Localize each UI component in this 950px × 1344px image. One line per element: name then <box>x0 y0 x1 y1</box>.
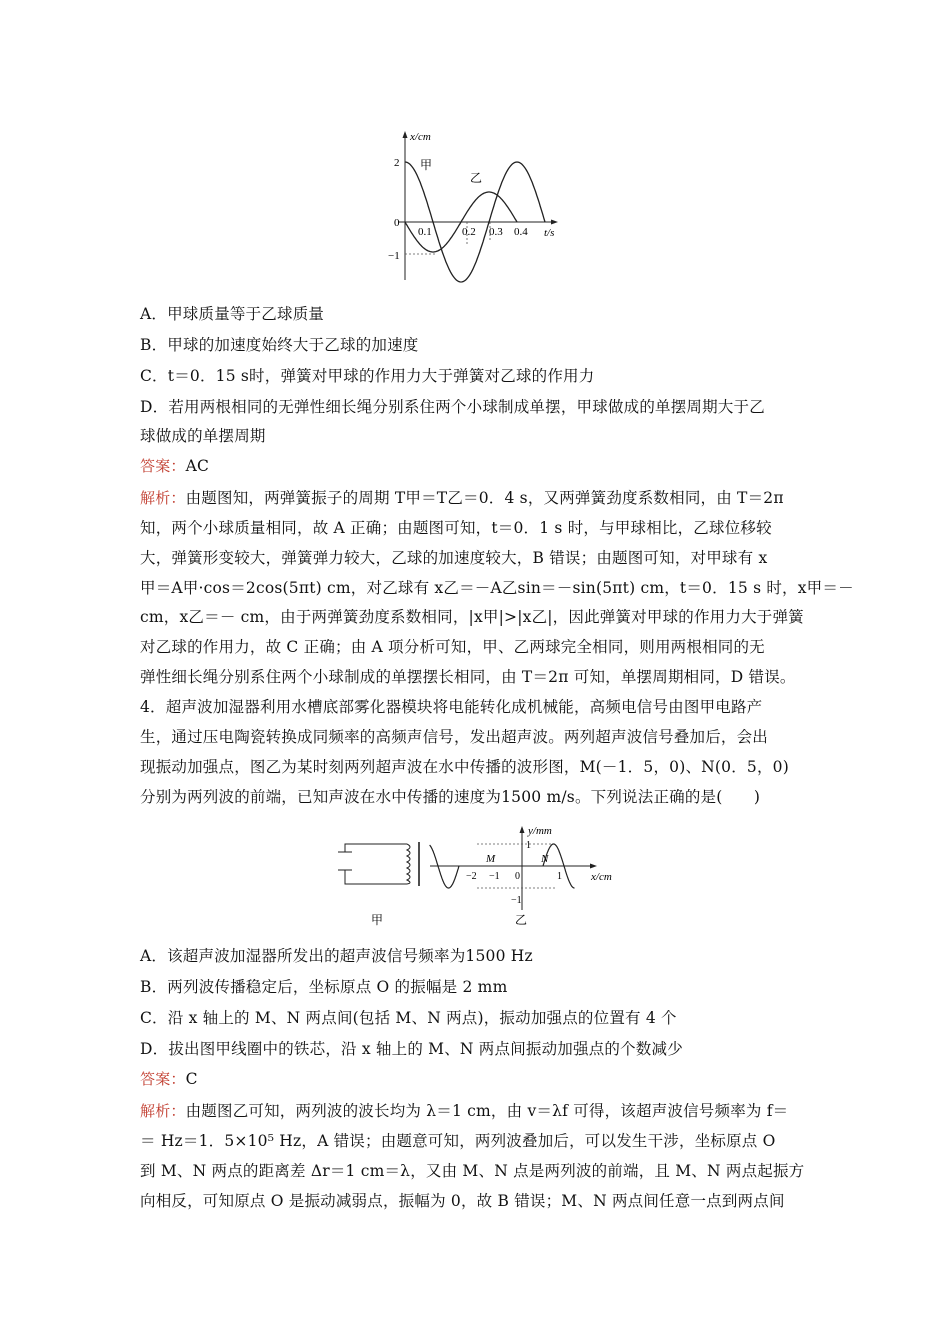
q3-answer <box>140 456 812 476</box>
y-tick-2: 2 <box>394 157 400 169</box>
q3-option-a: A．甲球质量等于乙球质量 <box>140 305 325 323</box>
q4-analysis-line-4: 向相反，可知原点 O 是振动减弱点，振幅为 0，故 B 错误；M、N 两点间任意一点到两点间 <box>140 1192 785 1210</box>
x-axis-arrow <box>551 220 558 225</box>
wave-x-axis-arrow <box>590 864 597 869</box>
q4-option-b: B．两列波传播稳定后，坐标原点 O 的振幅是 2 mm <box>140 978 508 996</box>
ultrasonic-figure <box>325 818 625 930</box>
q3-analysis-line-4: 甲＝A甲·cos＝2cos(5πt) cm，对乙球有 x乙＝－A乙sin＝－sin(5πt) cm，t＝0．15 s 时，x甲＝－ <box>140 579 854 597</box>
q4-analysis-line-1: 解析：由题图乙可知，两列波的波长均为 λ＝1 cm，由 v＝λf 可得，该超声波信号频率为 f＝ <box>140 1102 789 1120</box>
wave-y-axis-arrow <box>520 826 525 833</box>
y-tick-0: 0 <box>394 217 400 229</box>
answer-label: 答案： <box>140 457 186 475</box>
q3-option-c: C．t＝0．15 s时，弹簧对甲球的作用力大于弹簧对乙球的作用力 <box>140 367 595 385</box>
wave-x-axis-label: x/cm <box>591 871 612 883</box>
q4-answer <box>140 1069 812 1089</box>
y-axis-arrow <box>403 131 408 138</box>
q4-stem-line-1: 4．超声波加湿器利用水槽底部雾化器模块将电能转化成机械能，高频电信号由图甲电路产 <box>140 698 763 716</box>
x-tick-0-2: 0.2 <box>462 226 476 238</box>
q3-option-d-cont: 球做成的单摆周期 <box>140 427 266 445</box>
analysis-label: 解析： <box>140 489 186 507</box>
q3-analysis-line-7: 弹性细长绳分别系住两个小球制成的单摆摆长相同，由 T＝2π 可知，单摆周期相同，D 错误。 <box>140 668 796 686</box>
q3-option-d: D．若用两根相同的无弹性细长绳分别系住两个小球制成单摆，甲球做成的单摆周期大于乙 <box>140 398 765 416</box>
q3-analysis-line-6: 对乙球的作用力，故 C 正确；由 A 项分析可知，甲、乙两球完全相同，则用两根相同的无 <box>140 638 765 656</box>
x-tick-0-4: 0.4 <box>514 226 528 238</box>
answer-label: 答案： <box>140 1070 186 1088</box>
label-jia: 甲 <box>371 913 384 927</box>
analysis-label: 解析： <box>140 1102 186 1120</box>
q4-stem-line-3: 现振动加强点，图乙为某时刻两列超声波在水中传播的波形图，M(－1．5，0)、N(0．5，0) <box>140 758 789 776</box>
q3-analysis-line-2: 知，两个小球质量相同，故 A 正确；由题图可知，t＝0．1 s 时，与甲球相比，乙球位移较 <box>140 519 772 537</box>
coil-icon <box>407 844 410 884</box>
q4-analysis-line-2: ＝ Hz＝1．5×10⁵ Hz，A 错误；由题意可知，两列波叠加后，可以发生干涉，坐标原点 O <box>140 1132 776 1150</box>
q4-option-c: C．沿 x 轴上的 M、N 两点间(包括 M、N 两点)，振动加强点的位置有 4 个 <box>140 1009 677 1027</box>
q3-option-b: B．甲球的加速度始终大于乙球的加速度 <box>140 336 419 354</box>
x-axis-label: t/s <box>544 227 555 239</box>
answer-value: C <box>185 1070 198 1088</box>
wave-x-tick-0: 0 <box>515 871 520 882</box>
y-axis-label: x/cm <box>410 131 431 143</box>
q4-stem-line-2: 生，通过压电陶瓷转换成同频率的高频声信号，发出超声波。两列超声波信号叠加后，会出 <box>140 728 769 746</box>
q4-option-a: A．该超声波加湿器所发出的超声波信号频率为1500 Hz <box>140 947 533 965</box>
q4-option-d: D．拔出图甲线圈中的铁芯，沿 x 轴上的 M、N 两点间振动加强点的个数减少 <box>140 1040 683 1058</box>
curve-label-yi: 乙 <box>470 171 483 185</box>
wave-m <box>430 845 459 888</box>
answer-value: AC <box>185 457 210 475</box>
x-tick-0-3: 0.3 <box>489 226 503 238</box>
point-n-label: N <box>541 853 549 865</box>
wave-x-tick-neg1: −1 <box>489 871 500 882</box>
q3-analysis-line-5: cm，x乙＝－ cm，由于两弹簧劲度系数相同，|x甲|>|x乙|，因此弹簧对甲球的作用力大于弹簧 <box>140 608 804 626</box>
point-m-label: M <box>486 853 496 865</box>
wave-x-tick-neg2: −2 <box>466 871 477 882</box>
lc-circuit <box>338 842 419 886</box>
q4-analysis-line-3: 到 M、N 两点的距离差 Δr＝1 cm＝λ，又由 M、N 点是两列波的前端，且 M、N 两点起振方 <box>140 1162 805 1180</box>
x-tick-0-1: 0.1 <box>418 226 432 238</box>
q3-analysis-line-1: 解析：由题图知，两弹簧振子的周期 T甲＝T乙＝0．4 s，又两弹簧劲度系数相同，由 T＝2π <box>140 489 784 507</box>
curve-label-jia: 甲 <box>420 158 433 172</box>
wave-y-tick-1: 1 <box>526 840 531 851</box>
wave-y-tick-neg1: −1 <box>511 895 522 906</box>
wave-x-tick-1: 1 <box>557 871 562 882</box>
q3-analysis-line-3: 大，弹簧形变较大，弹簧弹力较大，乙球的加速度较大，B 错误；由题图可知，对甲球有 x <box>140 549 768 567</box>
wave-y-axis-label: y/mm <box>528 825 552 837</box>
oscillation-graph <box>378 128 568 286</box>
q4-stem-line-4: 分别为两列波的前端，已知声波在水中传播的速度为1500 m/s。下列说法正确的是( ) <box>140 788 761 806</box>
y-tick-neg1: −1 <box>388 250 400 262</box>
label-yi: 乙 <box>515 913 528 927</box>
